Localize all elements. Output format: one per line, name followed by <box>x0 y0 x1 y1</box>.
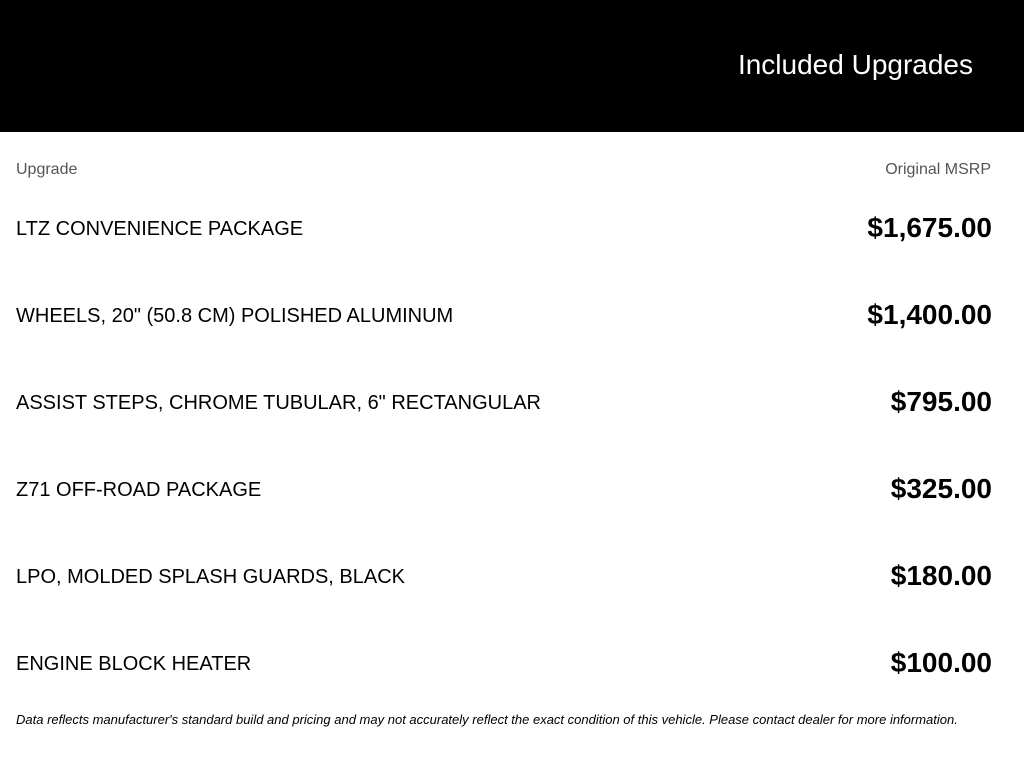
column-header-upgrade: Upgrade <box>16 161 78 178</box>
upgrade-price: $1,400.00 <box>867 299 992 330</box>
upgrades-list <box>0 184 1024 706</box>
upgrade-name: WHEELS, 20" (50.8 CM) POLISHED ALUMINUM <box>16 305 454 327</box>
column-header-msrp: Original MSRP <box>885 161 991 178</box>
list-item <box>0 445 1024 532</box>
upgrade-name: ASSIST STEPS, CHROME TUBULAR, 6" RECTANGULAR <box>16 392 541 414</box>
list-item <box>0 619 1024 706</box>
list-item <box>0 271 1024 358</box>
upgrade-name: Z71 OFF-ROAD PACKAGE <box>16 479 262 501</box>
upgrade-price: $180.00 <box>890 560 992 591</box>
upgrade-price: $795.00 <box>890 386 992 417</box>
upgrade-price: $325.00 <box>890 473 992 504</box>
page-title: Included Upgrades <box>737 49 973 80</box>
list-item <box>0 358 1024 445</box>
disclaimer-text: Data reflects manufacturer's standard build and pricing and may not accurately reflect the exact condition of this vehicle. Please contact dealer for more information. <box>16 712 958 727</box>
list-item <box>0 184 1024 271</box>
header-banner <box>0 0 1024 132</box>
upgrade-price: $100.00 <box>890 647 992 678</box>
upgrade-name: ENGINE BLOCK HEATER <box>16 653 252 675</box>
upgrade-name: LTZ CONVENIENCE PACKAGE <box>16 218 304 240</box>
upgrade-name: LPO, MOLDED SPLASH GUARDS, BLACK <box>16 566 406 588</box>
upgrade-price: $1,675.00 <box>867 212 992 243</box>
list-item <box>0 532 1024 619</box>
